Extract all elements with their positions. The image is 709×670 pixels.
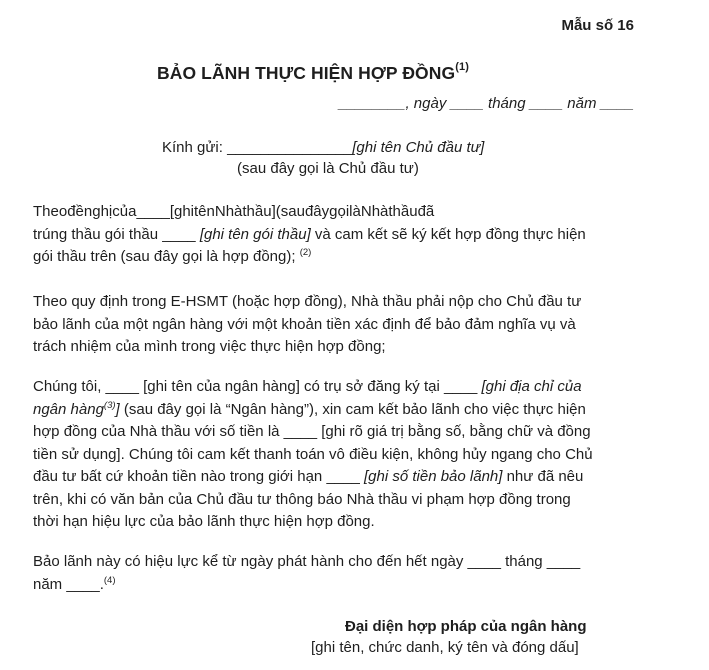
paragraph-regulation-line-1: Theo quy định trong E-HSMT (hoặc hợp đồng), Nhà thầu phải nộp cho Chủ đầu tư bbox=[33, 293, 582, 310]
paragraph-commitment-line-5 bbox=[33, 466, 637, 489]
bank-address-placeholder-end: ngân hàng bbox=[33, 400, 104, 418]
title-text: BẢO LÃNH THỰC HIỆN HỢP ĐỒNG bbox=[157, 63, 456, 83]
paragraph-request bbox=[33, 201, 637, 269]
paragraph-commitment-line-2 bbox=[33, 399, 637, 422]
recipient-alias: (sau đây gọi là Chủ đầu tư) bbox=[237, 160, 419, 177]
word: thầu] bbox=[242, 203, 276, 220]
text-segment: (sau đây gọi là “Ngân hàng”), xin cam kết bảo lãnh cho việc thực hiện bbox=[119, 400, 586, 418]
text-segment: gói thầu trên (sau đây gọi là hợp đồng); bbox=[33, 248, 300, 265]
amount-placeholder: [ghi số tiền bảo lãnh] bbox=[363, 468, 503, 485]
paragraph-validity-line-2 bbox=[33, 574, 637, 597]
text-segment: như đã nêu bbox=[502, 468, 584, 485]
word: nghị bbox=[83, 203, 113, 220]
package-placeholder: [ghi tên gói thầu] bbox=[199, 225, 311, 243]
word: tên bbox=[194, 203, 215, 220]
paragraph-commitment-line-1 bbox=[33, 376, 637, 399]
word: Nhà bbox=[360, 203, 389, 220]
word: Nhà bbox=[214, 203, 243, 220]
footnote-4: (4) bbox=[103, 574, 116, 586]
recipient-placeholder: [ghi tên Chủ đầu tư] bbox=[352, 139, 485, 156]
footnote-2: (2) bbox=[299, 247, 312, 258]
footnote-3: (3) bbox=[103, 399, 116, 411]
paragraph-regulation-line-3: trách nhiệm của mình trong việc thực hiện hợp đồng; bbox=[33, 338, 386, 355]
text-segment: năm ____. bbox=[33, 575, 104, 593]
word: [ghi bbox=[169, 203, 194, 220]
bank-address-placeholder: [ghi địa chỉ của bbox=[481, 378, 582, 395]
paragraph-commitment-line-3: hợp đồng của Nhà thầu với số tiền là ____ [ghi rõ giá trị bằng số, bằng chữ và đồng bbox=[33, 423, 591, 440]
paragraph-commitment-line-4: tiền sử dụng]. Chúng tôi cam kết thanh toán vô điều kiện, không hủy ngang cho Chủ bbox=[33, 445, 593, 463]
paragraph-validity bbox=[33, 551, 637, 596]
paragraph-request-line-2 bbox=[33, 224, 637, 247]
signature-instruction: [ghi tên, chức danh, ký tên và đóng dấu] bbox=[311, 639, 579, 656]
recipient-label: Kính gửi: _______________ bbox=[162, 139, 353, 156]
paragraph-commitment-line-6: trên, khi có văn bản của Chủ đầu tư thông báo Nhà thầu vi phạm hợp đồng trong bbox=[33, 490, 571, 508]
word: Theo bbox=[33, 203, 68, 220]
word: của bbox=[112, 203, 137, 220]
text-segment: Chúng tôi, ____ [ghi tên của ngân hàng] có trụ sở đăng ký tại ____ bbox=[33, 378, 482, 395]
paragraph-request-line-1 bbox=[33, 201, 637, 224]
paragraph-regulation bbox=[33, 291, 637, 359]
text-segment: trúng thầu gói thầu ____ bbox=[33, 225, 200, 243]
document-title bbox=[157, 63, 469, 84]
paragraph-request-line-3 bbox=[33, 246, 637, 269]
word: thầu bbox=[388, 203, 418, 220]
word: (sau bbox=[275, 203, 305, 220]
paragraph-regulation-line-2: bảo lãnh của một ngân hàng với một khoản tiền xác định để bảo đảm nghĩa vụ và bbox=[33, 315, 576, 333]
signature-title: Đại diện hợp pháp của ngân hàng bbox=[345, 618, 587, 635]
form-number: Mẫu số 16 bbox=[561, 17, 634, 34]
text-segment: và cam kết sẽ ký kết hợp đồng thực hiện bbox=[310, 225, 586, 243]
word: đã bbox=[417, 203, 435, 220]
date-line: ________, ngày ____ tháng ____ năm ____ bbox=[338, 95, 634, 112]
paragraph-validity-line-1: Bảo lãnh này có hiệu lực kể từ ngày phát hành cho đến hết ngày ____ tháng ____ bbox=[33, 553, 581, 570]
paragraph-commitment bbox=[33, 376, 637, 534]
bracket: ] bbox=[115, 400, 120, 418]
title-footnote: (1) bbox=[455, 61, 469, 74]
word: đề bbox=[67, 203, 84, 220]
word: ____ bbox=[136, 203, 170, 220]
paragraph-commitment-line-7: thời hạn hiệu lực của bảo lãnh thực hiện hợp đồng. bbox=[33, 513, 375, 530]
text-segment: đầu tư bất cứ khoản tiền nào trong giới hạn ____ bbox=[33, 468, 364, 485]
word: gọi bbox=[329, 203, 350, 220]
word: là bbox=[349, 203, 361, 220]
word: đây bbox=[304, 203, 330, 220]
recipient-line bbox=[162, 139, 484, 156]
